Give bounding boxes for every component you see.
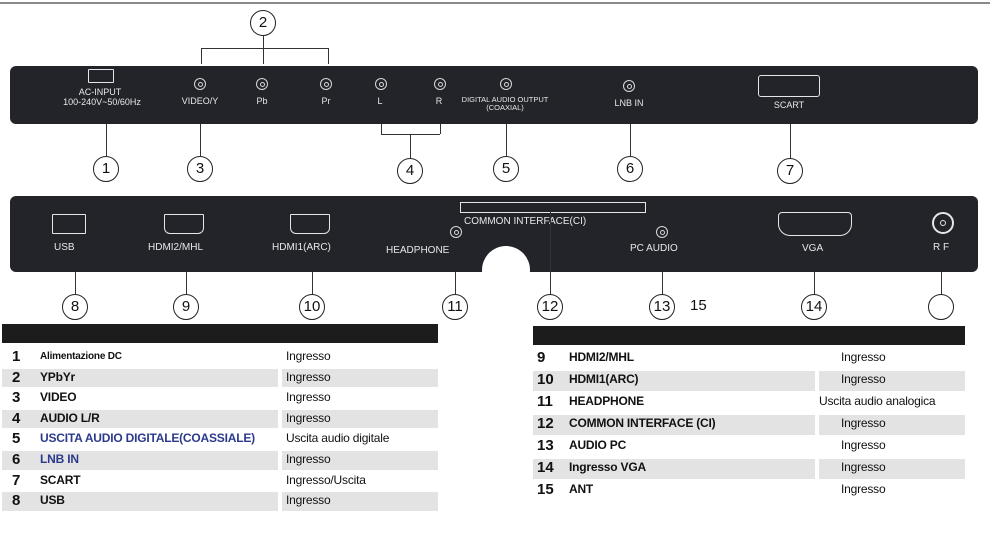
row-number: 3	[12, 389, 21, 407]
callout-2: 2	[250, 10, 276, 36]
callout-4-bracket-left	[381, 124, 382, 134]
callout-10-leader	[312, 272, 313, 294]
row-number: 11	[537, 393, 553, 410]
row-number: 15	[537, 481, 554, 498]
rf-antenna-socket	[932, 212, 954, 234]
ac-input-rating: 100-240V~50/60Hz	[63, 97, 141, 107]
scart-label: SCART	[773, 100, 805, 110]
row-connector-name: SCART	[40, 472, 81, 487]
row-signal-type: Ingresso	[841, 350, 886, 364]
usb-socket	[52, 214, 86, 234]
audio-l-label: L	[377, 96, 383, 106]
audio-l-jack	[375, 78, 387, 90]
audio-r-label: R	[435, 96, 443, 106]
rf-label: R F	[933, 242, 950, 253]
row-number: 14	[537, 459, 554, 476]
callout-15-leader	[941, 272, 942, 294]
row-signal-type: Ingresso	[286, 452, 331, 466]
table-row	[533, 480, 965, 502]
row-signal-type: Ingresso	[841, 482, 886, 496]
table-row	[2, 368, 438, 389]
callout-11-leader	[455, 272, 456, 294]
callout-9: 9	[173, 294, 199, 320]
hdmi2-socket	[164, 214, 204, 234]
row-number: 12	[537, 415, 554, 432]
pc-audio-jack	[656, 226, 668, 238]
row-signal-type: Ingresso	[286, 410, 331, 425]
row-number: 1	[12, 348, 21, 365]
row-number: 2	[12, 368, 21, 386]
callout-7: 7	[777, 158, 803, 184]
vga-socket	[778, 212, 852, 236]
left-legend-table	[2, 324, 438, 534]
callout-4-bracket-right	[440, 124, 441, 134]
callout-12-leader	[550, 212, 551, 294]
row-number: 13	[537, 437, 554, 454]
pc-audio-label: PC AUDIO	[630, 243, 678, 254]
row-connector-name: HDMI1(ARC)	[569, 372, 639, 386]
lnb-in-label: LNB IN	[614, 98, 644, 108]
headphone-label: HEADPHONE	[386, 245, 450, 256]
row-signal-type: Ingresso	[286, 369, 331, 384]
table-row	[2, 450, 438, 471]
callout-1-leader	[106, 124, 107, 156]
row-signal-type: Uscita audio analogica	[819, 394, 936, 408]
row-signal-type: Ingresso	[286, 349, 331, 363]
hdmi1-label: HDMI1(ARC)	[272, 242, 331, 253]
panel-notch	[482, 246, 530, 294]
callout-10: 10	[299, 294, 325, 320]
row-signal-type: Ingresso/Uscita	[286, 472, 366, 487]
table-row	[533, 392, 965, 414]
video-y-label: VIDEO/Y	[181, 96, 219, 106]
callout-14: 14	[801, 294, 827, 320]
callout-11: 11	[442, 294, 468, 320]
table-row	[533, 458, 965, 480]
row-connector-name: LNB IN	[40, 452, 79, 466]
callout-4-leader	[410, 134, 411, 158]
callout-3: 3	[187, 156, 213, 182]
row-connector-name: ANT	[569, 482, 594, 496]
callout-9-leader	[186, 272, 187, 294]
callout-8: 8	[62, 294, 88, 320]
common-interface-slot	[460, 202, 646, 213]
callout-13: 13	[649, 294, 675, 320]
pb-label: Pb	[256, 96, 268, 106]
row-signal-type: Ingresso	[841, 372, 886, 386]
row-number: 8	[12, 492, 21, 510]
row-connector-name: YPbYr	[40, 369, 76, 384]
lnb-in-jack	[623, 80, 635, 92]
rf-socket-center	[940, 220, 946, 226]
right-legend-table	[533, 326, 965, 516]
table-row	[533, 348, 965, 370]
right-table-header	[533, 326, 965, 345]
row-signal-type: Ingresso	[841, 416, 886, 430]
callout-8-leader	[75, 272, 76, 294]
digital-audio-label: DIGITAL AUDIO OUTPUT	[461, 95, 549, 104]
ac-input-label: AC-INPUT	[78, 87, 122, 97]
callout-15-empty-circle	[928, 294, 954, 320]
callout-13-leader	[662, 272, 663, 294]
callout-12: 12	[537, 294, 563, 320]
callout-6: 6	[617, 156, 643, 182]
table-row	[533, 370, 965, 392]
left-table-header	[2, 324, 438, 343]
table-row	[2, 471, 438, 492]
hdmi2-label: HDMI2/MHL	[148, 242, 204, 253]
digital-audio-sublabel: (COAXIAL)	[486, 103, 524, 112]
row-connector-name: AUDIO L/R	[40, 410, 100, 425]
callout-5: 5	[493, 156, 519, 182]
row-connector-name: USCITA AUDIO DIGITALE(COASSIALE)	[40, 431, 255, 446]
table-row	[2, 491, 438, 512]
table-row	[533, 414, 965, 436]
callout-7-leader	[790, 124, 791, 158]
scart-socket	[758, 75, 820, 97]
row-number: 7	[12, 471, 21, 489]
top-rule	[0, 2, 990, 4]
callout-6-leader	[630, 124, 631, 156]
row-connector-name: COMMON INTERFACE (CI)	[569, 416, 716, 430]
row-connector-name: Alimentazione DC	[40, 351, 122, 362]
callout-5-leader	[506, 124, 507, 156]
pr-jack	[320, 78, 332, 90]
pr-label: Pr	[321, 96, 331, 106]
row-connector-name: USB	[40, 493, 65, 508]
row-connector-name: Ingresso VGA	[569, 460, 646, 474]
audio-r-jack	[434, 78, 446, 90]
callout-14-leader	[814, 272, 815, 294]
usb-label: USB	[54, 242, 75, 253]
headphone-jack	[450, 226, 462, 238]
row-number: 10	[537, 371, 554, 388]
row-signal-type: Ingresso	[286, 493, 331, 508]
digital-audio-jack	[500, 78, 512, 90]
callout-2-bracket-left	[201, 48, 202, 64]
vga-label: VGA	[802, 243, 824, 254]
pb-jack	[256, 78, 268, 90]
row-number: 4	[12, 409, 21, 427]
callout-1: 1	[93, 156, 119, 182]
row-number: 6	[12, 451, 21, 468]
row-signal-type: Ingresso	[841, 438, 886, 452]
row-connector-name: VIDEO	[40, 390, 77, 405]
row-signal-type: Ingresso	[841, 460, 886, 474]
callout-3-leader	[200, 124, 201, 156]
row-number: 5	[12, 430, 21, 448]
top-connector-panel	[10, 66, 978, 124]
row-connector-name: HDMI2/MHL	[569, 350, 634, 364]
common-interface-label: COMMON INTERFACE(CI)	[464, 216, 587, 227]
callout-2-bracket-mid	[263, 36, 264, 64]
row-signal-type: Ingresso	[286, 390, 331, 405]
ac-input-socket	[88, 69, 114, 83]
callout-2-bracket	[201, 48, 328, 49]
table-row	[2, 388, 438, 409]
callout-15-text: 15	[690, 297, 707, 314]
table-row	[2, 409, 438, 430]
row-connector-name: HEADPHONE	[569, 394, 644, 408]
row-number: 9	[537, 349, 546, 366]
row-connector-name: AUDIO PC	[569, 438, 627, 452]
table-row	[2, 347, 438, 368]
video-y-jack	[194, 78, 206, 90]
row-signal-type: Uscita audio digitale	[286, 431, 390, 446]
callout-2-bracket-right	[328, 48, 329, 64]
table-row	[533, 436, 965, 458]
callout-4: 4	[397, 158, 423, 184]
table-row	[2, 429, 438, 450]
hdmi1-socket	[290, 214, 330, 234]
